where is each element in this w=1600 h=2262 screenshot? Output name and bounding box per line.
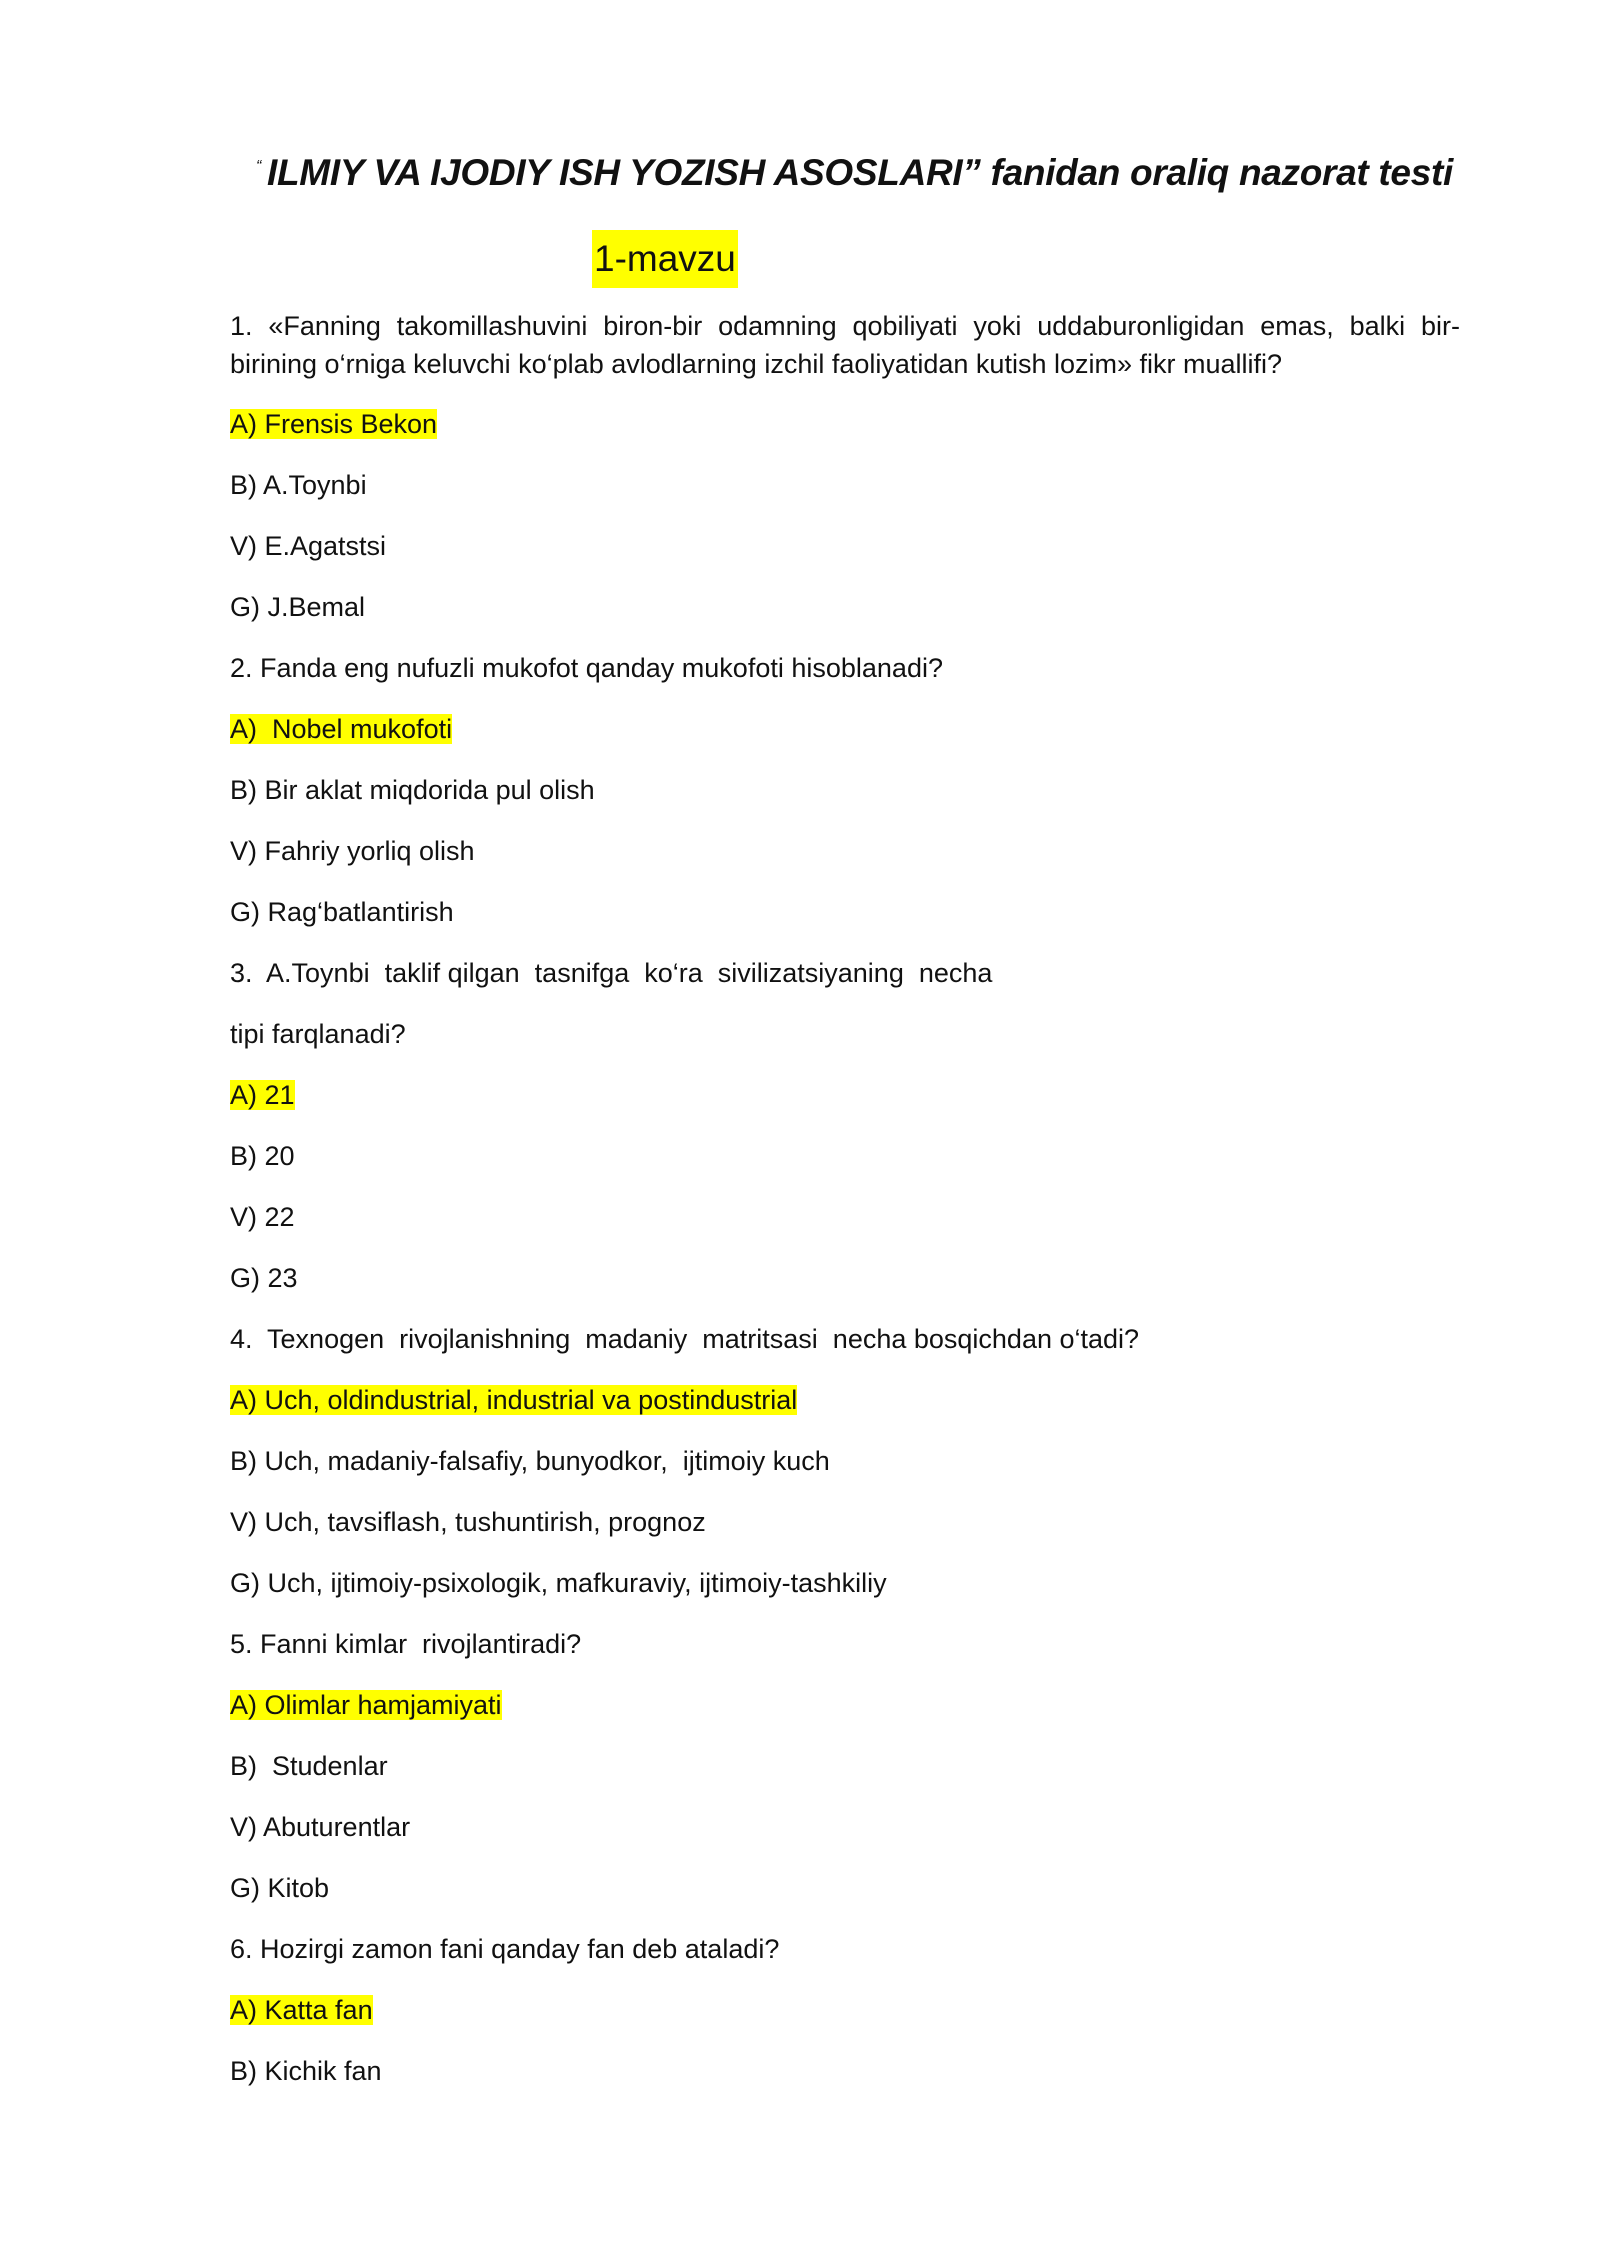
question-block: [230, 307, 1460, 626]
answer-option: [230, 1381, 1460, 1419]
answer-option: V) E.Agatstsi: [230, 531, 387, 561]
question-text: 2. Fanda eng nufuzli mukofot qanday mukofoti hisoblanadi?: [230, 653, 943, 683]
answer-option: G) Rag‘batlantirish: [230, 897, 454, 927]
answer-option: B) Kichik fan: [230, 2056, 382, 2086]
answer-option: G) J.Bemal: [230, 592, 366, 622]
document-title: [256, 152, 1556, 194]
answer-option: [230, 405, 1460, 443]
question-text: 5. Fanni kimlar rivojlantiradi?: [230, 1629, 582, 1659]
question-text-continued: tipi farqlanadi?: [230, 1019, 406, 1049]
answer-option: [230, 710, 1460, 748]
question-text: 1. «Fanning takomillashuvini biron-bir odamning qobiliyati yoki uddaburonligidan emas, balki bir-birining o‘rniga keluvchi ko‘plab avlodlarning izchil faoliyatidan kutish lozim» fikr muallifi?: [230, 311, 1460, 379]
answer-option: V) Uch, tavsiflash, tushuntirish, prognoz: [230, 1507, 706, 1537]
question-text: 4. Texnogen rivojlanishning madaniy matritsasi necha bosqichdan o‘tadi?: [230, 1324, 1140, 1354]
answer-option: G) Uch, ijtimoiy-psixologik, mafkuraviy, ijtimoiy-tashkiliy: [230, 1568, 887, 1598]
answer-option: V) Abuturentlar: [230, 1812, 411, 1842]
question-block: [230, 954, 1460, 1297]
answer-option: [230, 1991, 1460, 2029]
answer-option: G) Kitob: [230, 1873, 330, 1903]
question-text: 3. A.Toynbi taklif qilgan tasnifga ko‘ra sivilizatsiyaning necha: [230, 958, 993, 988]
correct-answer: A) Frensis Bekon: [230, 409, 438, 439]
question-block: [230, 1930, 1460, 2090]
question-block: [230, 1320, 1460, 1602]
question-block: [230, 649, 1460, 931]
correct-answer: A) Katta fan: [230, 1995, 373, 2025]
question-block: [230, 1625, 1460, 1907]
answer-option: [230, 1076, 1460, 1114]
answer-option: V) 22: [230, 1202, 295, 1232]
answer-option: B) A.Toynbi: [230, 470, 367, 500]
topic-heading: 1-mavzu: [592, 230, 738, 288]
answer-option: B) 20: [230, 1141, 295, 1171]
course-title: ILMIY VA IJODIY ISH YOZISH ASOSLARI”: [267, 152, 981, 193]
answer-option: B) Uch, madaniy-falsafiy, bunyodkor, ijtimoiy kuch: [230, 1446, 830, 1476]
answer-option: B) Studenlar: [230, 1751, 388, 1781]
correct-answer: A) Uch, oldindustrial, industrial va postindustrial: [230, 1385, 798, 1415]
questions-list: [230, 307, 1460, 2113]
test-subtitle: fanidan oraliq nazorat testi: [990, 152, 1453, 193]
correct-answer: A) 21: [230, 1080, 295, 1110]
answer-option: G) 23: [230, 1263, 298, 1293]
question-text: 6. Hozirgi zamon fani qanday fan deb ataladi?: [230, 1934, 780, 1964]
answer-option: [230, 1686, 1460, 1724]
correct-answer: A) Nobel mukofoti: [230, 714, 453, 744]
answer-option: B) Bir aklat miqdorida pul olish: [230, 775, 595, 805]
title-open-quote: “: [256, 158, 262, 175]
correct-answer: A) Olimlar hamjamiyati: [230, 1690, 502, 1720]
answer-option: V) Fahriy yorliq olish: [230, 836, 475, 866]
